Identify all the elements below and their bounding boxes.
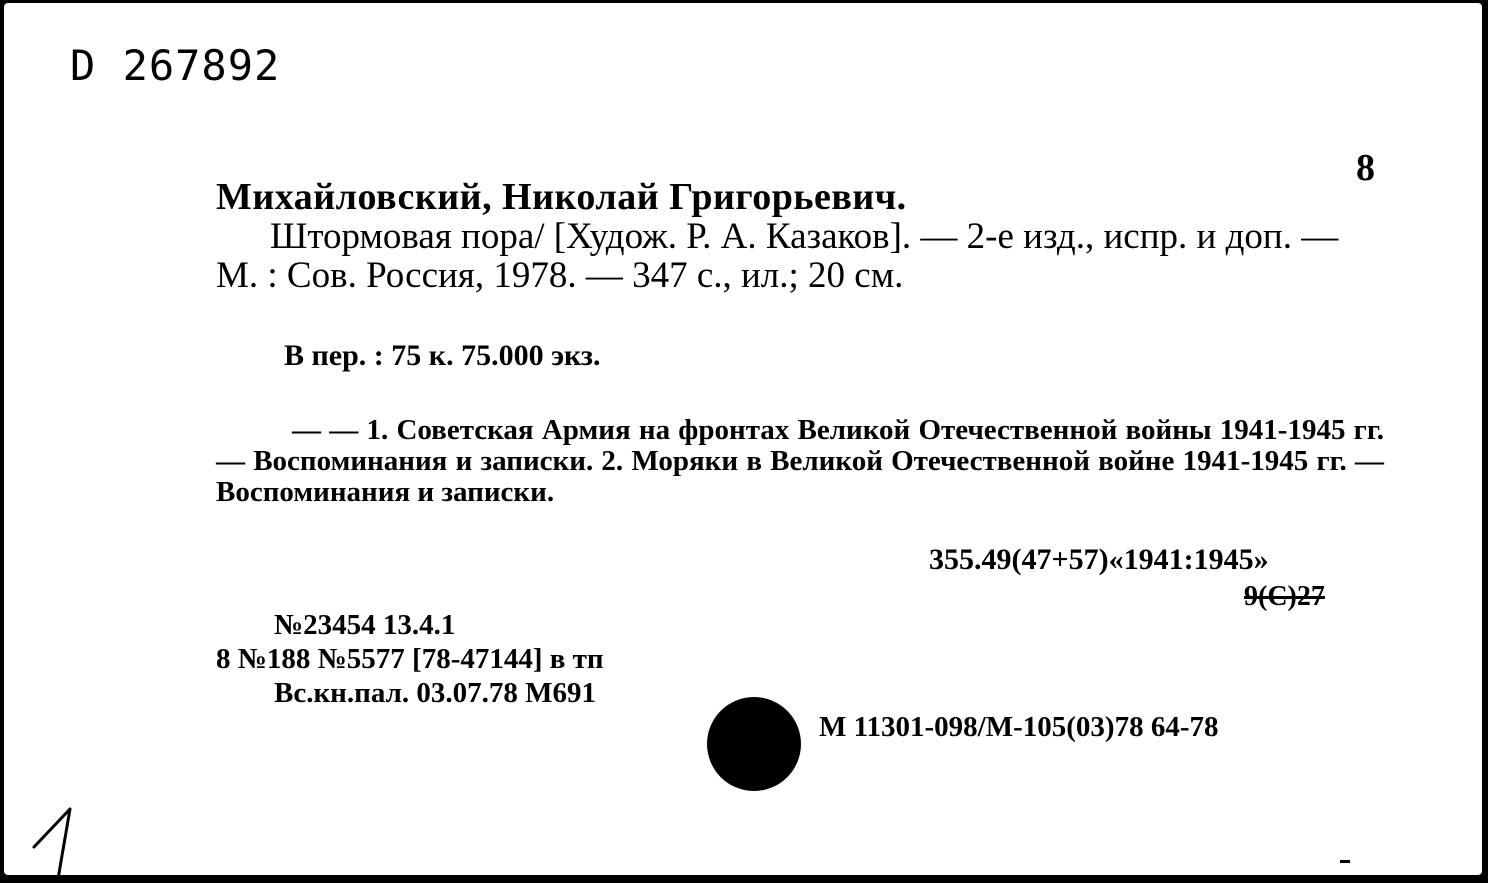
index-code: М 11301-098/М-105(03)78 64-78 <box>819 711 1219 743</box>
author-heading: Михайловский, Николай Григорьевич. <box>216 176 907 218</box>
corner-number: 8 <box>1356 147 1375 189</box>
ledger-line: Вс.кн.пал. 03.07.78 М691 <box>274 677 596 709</box>
ledger-line: 8 №188 №5577 [78-47144] в тп <box>216 643 604 675</box>
handwritten-mark-1 <box>30 803 90 883</box>
subject-text: — — 1. Советская Армия на фронтах Великой Отечественной войны 1941-1945 гг. — Воспоминания и записки. 2. Моряки в Великой Отечественной войне 1941-1945 гг. — Воспоминания и записки. <box>216 414 1384 508</box>
tick-mark <box>1340 860 1350 863</box>
punch-hole <box>707 697 801 791</box>
title-statement <box>216 217 1384 295</box>
card-serial-number: D 267892 <box>70 41 281 90</box>
price-and-print-run: В пер. : 75 к. 75.000 экз. <box>284 339 601 372</box>
ledger-block <box>216 608 604 710</box>
catalog-card <box>4 3 1482 875</box>
bbk-code-struck: 9(С)27 <box>1244 581 1325 612</box>
udc-code: 355.49(47+57)«1941:1945» <box>929 543 1269 576</box>
ledger-line: №23454 13.4.1 <box>274 609 456 641</box>
title-text: Штормовая пора/ [Худож. Р. А. Казаков]. — 2-е изд., испр. и доп. — М. : Сов. Россия, 1978. — 347 с., ил.; 20 см. <box>216 216 1339 296</box>
subject-headings <box>216 415 1384 508</box>
